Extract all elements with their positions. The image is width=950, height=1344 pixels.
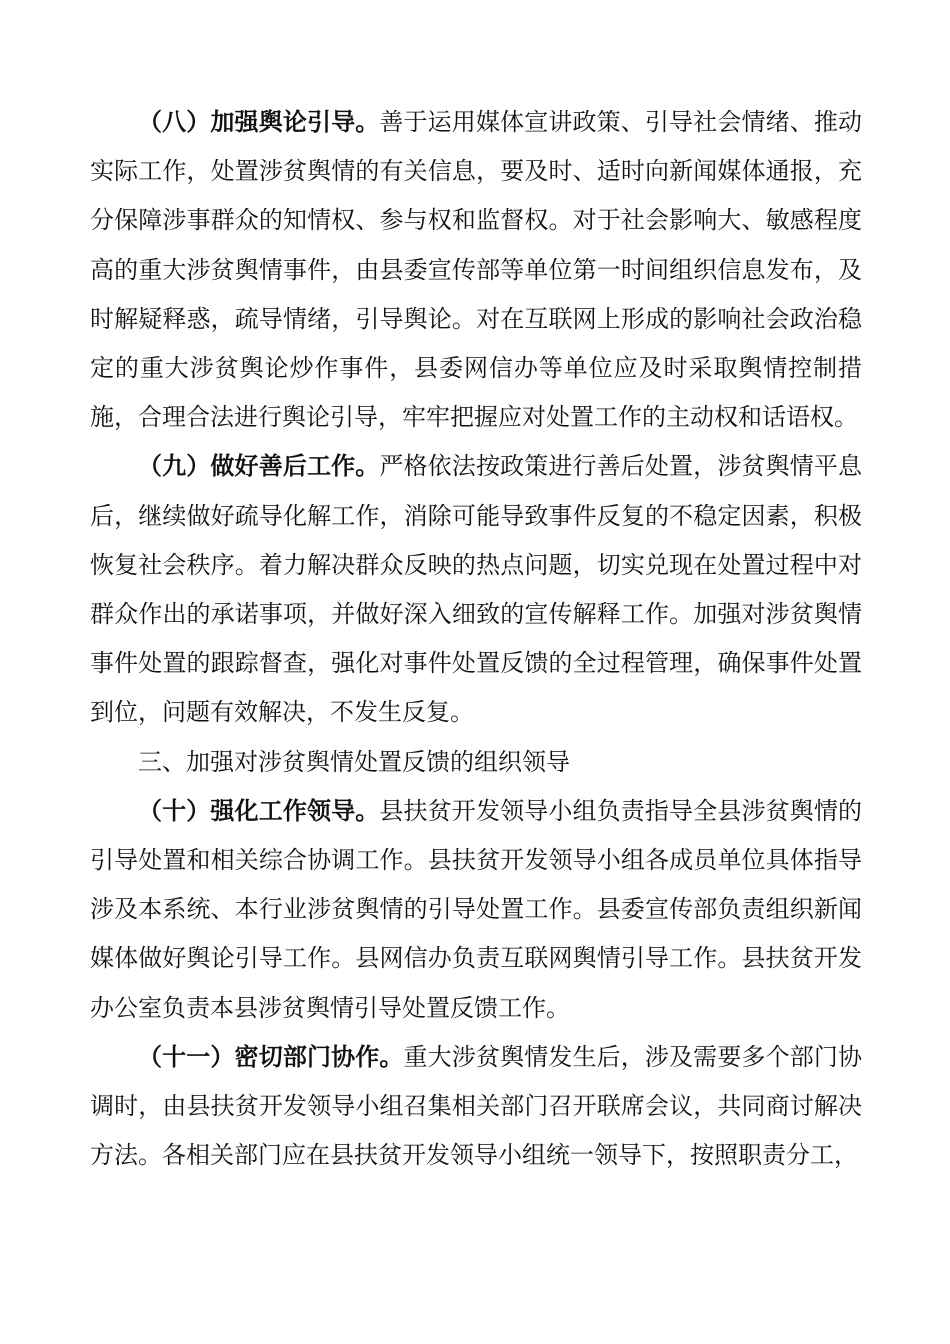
- paragraph-11-text: 重大涉贫舆情发生后，涉及需要多个部门协调时，由县扶贫开发领导小组召集相关部门召开联席会议，共同商讨解决方法。各相关部门应在县扶贫开发领导小组统一领导下，按照职责分工，: [90, 1042, 863, 1170]
- paragraph-9-heading: （九）做好善后工作。: [138, 452, 380, 481]
- section-heading: 三、加强对涉贫舆情处置反馈的组织领导: [138, 747, 570, 776]
- paragraph-11: [90, 1033, 862, 1181]
- paragraph-10: [90, 787, 862, 1033]
- document-body: [90, 98, 862, 1180]
- paragraph-8-text: 善于运用媒体宣讲政策、引导社会情绪、推动实际工作，处置涉贫舆情的有关信息，要及时、适时向新闻媒体通报，充分保障涉事群众的知情权、参与权和监督权。对于社会影响大、敏感程度高的重大涉贫舆情事件，由县委宣传部等单位第一时间组织信息发布，及时解疑释惑，疏导情绪，引导舆论。对在互联网上形成的影响社会政治稳定的重大涉贫舆论炒作事件，县委网信办等单位应及时采取舆情控制措施，合理合法进行舆论引导，牢牢把握应对处置工作的主动权和话语权。: [90, 108, 863, 432]
- paragraph-11-heading: （十一）密切部门协作。: [138, 1042, 404, 1071]
- paragraph-8-heading: （八）加强舆论引导。: [138, 108, 380, 136]
- paragraph-9: [90, 442, 862, 737]
- paragraph-8: [90, 98, 862, 442]
- paragraph-9-text: 严格依法按政策进行善后处置，涉贫舆情平息后，继续做好疏导化解工作，消除可能导致事件反复的不稳定因素，积极恢复社会秩序。着力解决群众反映的热点问题，切实兑现在处置过程中对群众作出的承诺事项，并做好深入细致的宣传解释工作。加强对涉贫舆情事件处置的跟踪督查，强化对事件处置反馈的全过程管理，确保事件处置到位，问题有效解决，不发生反复。: [90, 452, 863, 727]
- paragraph-10-heading: （十）强化工作领导。: [138, 796, 380, 825]
- paragraph-10-text: 县扶贫开发领导小组负责指导全县涉贫舆情的引导处置和相关综合协调工作。县扶贫开发领导小组各成员单位具体指导涉及本系统、本行业涉贫舆情的引导处置工作。县委宣传部负责组织新闻媒体做好舆论引导工作。县网信办负责互联网舆情引导工作。县扶贫开发办公室负责本县涉贫舆情引导处置反馈工作。: [90, 796, 863, 1022]
